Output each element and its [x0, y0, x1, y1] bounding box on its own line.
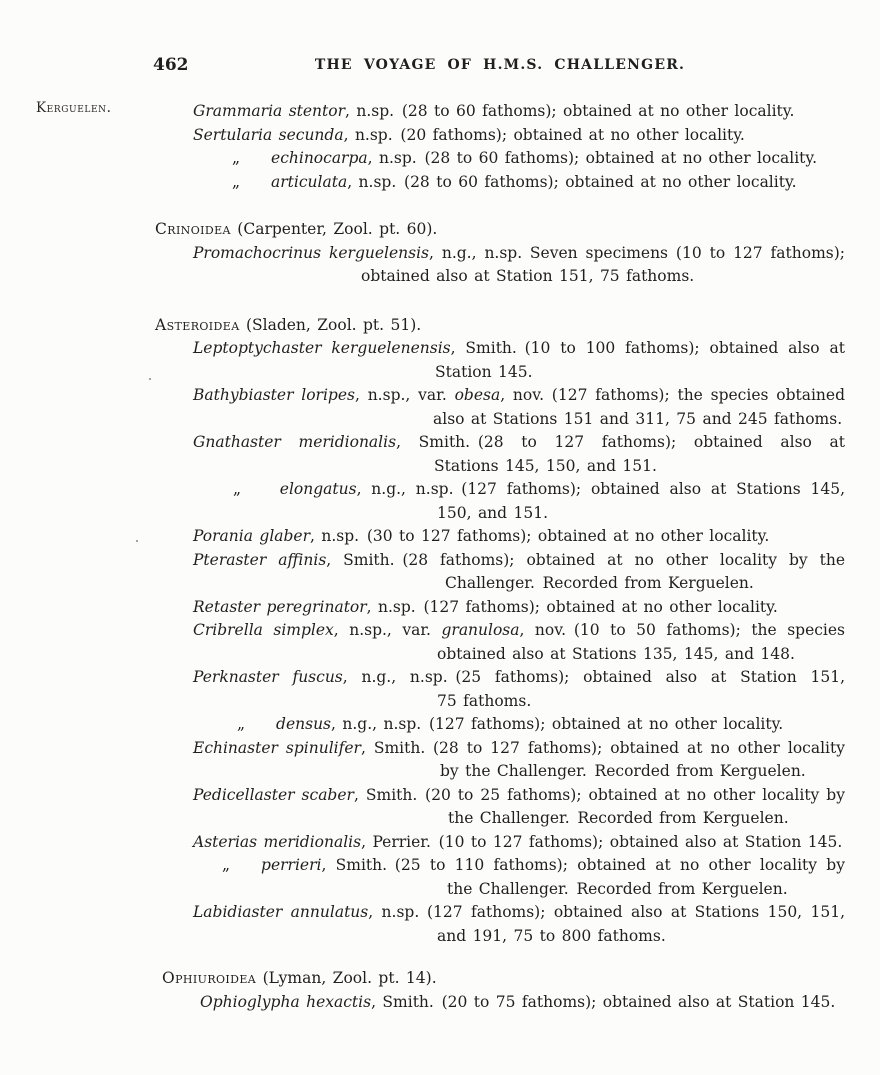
scan-speck: [149, 378, 151, 380]
entry-line: Cribrella simplex, n.sp., var. granulosa, nov. (10 to 50 fathoms); the species: [193, 621, 846, 639]
entry-line: Stations 145, 150, and 151.: [434, 456, 657, 475]
entry-line: Leptoptychaster kerguelenensis, Smith. (10 to 100 fathoms); obtained also at: [193, 339, 845, 357]
entry-line: the Challenger. Recorded from Kerguelen.: [448, 809, 789, 827]
entry-line: Sertularia secunda, n.sp. (20 fathoms); obtained at no other locality.: [193, 125, 745, 144]
entry-line: Bathybiaster loripes, n.sp., var. obesa, nov. (127 fathoms); the species obtained: [193, 386, 845, 404]
entry-line: also at Stations 151 and 311, 75 and 245 fathoms.: [433, 409, 843, 428]
entry-line: „ elongatus, n.g., n.sp. (127 fathoms); obtained also at Stations 145,: [233, 480, 845, 498]
entry-line: Labidiaster annulatus, n.sp. (127 fathoms); obtained also at Stations 150, 151,: [193, 903, 845, 921]
page-number: 462: [153, 55, 189, 75]
entry-line: Perknaster fuscus, n.g., n.sp. (25 fathoms); obtained also at Station 151,: [193, 668, 845, 686]
entry-line: and 191, 75 to 800 fathoms.: [437, 926, 666, 945]
entry-line: the Challenger. Recorded from Kerguelen.: [447, 879, 788, 898]
entry-line: 150, and 151.: [437, 503, 549, 522]
entry-line: „ perrieri, Smith. (25 to 110 fathoms); obtained at no other locality by: [222, 856, 845, 874]
entry-line: Ophioglypha hexactis, Smith. (20 to 75 fathoms); obtained also at Station 145.: [200, 992, 836, 1011]
margin-note-kerguelen: Kerguelen.: [36, 100, 112, 116]
scan-speck: [136, 540, 138, 542]
entry-line: Pteraster affinis, Smith. (28 fathoms); obtained at no other locality by the: [193, 550, 845, 569]
entry-line: by the Challenger. Recorded from Kerguelen.: [440, 762, 806, 780]
entry-line: 75 fathoms.: [437, 691, 532, 710]
entry-line: Promachocrinus kerguelensis, n.g., n.sp. Seven specimens (10 to 127 fathoms);: [193, 243, 846, 262]
entry-line: Pedicellaster scaber, Smith. (20 to 25 fathoms); obtained at no other locality by: [193, 785, 845, 804]
section-heading: Asteroidea (Sladen, Zool. pt. 51).: [155, 315, 422, 334]
entry-line: obtained also at Station 151, 75 fathoms.: [361, 267, 695, 285]
section-heading: Crinoidea (Carpenter, Zool. pt. 60).: [155, 220, 438, 238]
entry-line: „ articulata, n.sp. (28 to 60 fathoms); obtained at no other locality.: [232, 172, 797, 191]
entry-line: obtained also at Stations 135, 145, and 148.: [437, 644, 795, 663]
entry-line: Porania glaber, n.sp. (30 to 127 fathoms); obtained at no other locality.: [193, 527, 770, 545]
entry-line: Gnathaster meridionalis, Smith. (28 to 127 fathoms); obtained also at: [193, 433, 846, 451]
entry-line: Challenger. Recorded from Kerguelen.: [445, 574, 754, 592]
entry-line: Station 145.: [435, 362, 533, 381]
running-head: [155, 55, 845, 77]
section-heading: Ophiuroidea (Lyman, Zool. pt. 14).: [162, 969, 437, 987]
entry-line: Retaster peregrinator, n.sp. (127 fathoms); obtained at no other locality.: [193, 597, 778, 616]
entry-line: Grammaria stentor, n.sp. (28 to 60 fathoms); obtained at no other locality.: [193, 102, 795, 120]
entry-line: Asterias meridionalis, Perrier. (10 to 127 fathoms); obtained also at Station 145.: [193, 832, 843, 851]
entry-line: „ densus, n.g., n.sp. (127 fathoms); obtained at no other locality.: [237, 715, 784, 733]
entry-line: Echinaster spinulifer, Smith. (28 to 127 fathoms); obtained at no other locality: [193, 738, 845, 757]
text-body: [155, 100, 845, 1014]
entry-line: „ echinocarpa, n.sp. (28 to 60 fathoms); obtained at no other locality.: [232, 149, 818, 167]
running-title: THE VOYAGE OF H.M.S. CHALLENGER.: [314, 57, 686, 73]
